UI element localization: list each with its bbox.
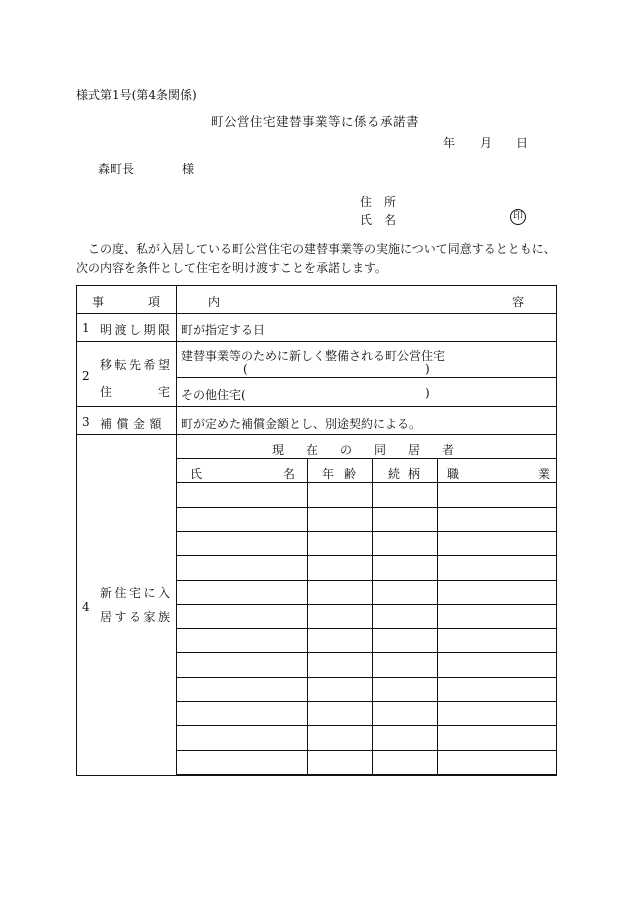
cohabitant-relation-cell[interactable]: [373, 581, 437, 604]
form-number: 様式第1号(第4条関係): [76, 88, 197, 102]
header-item-1: 事: [92, 295, 105, 309]
cohabitant-name-cell[interactable]: [177, 702, 307, 725]
cohabitant-name-cell[interactable]: [177, 508, 307, 531]
cohabitant-relation-cell[interactable]: [373, 702, 437, 725]
cohabitant-age-cell[interactable]: [308, 702, 372, 725]
name-label: 氏 名: [360, 213, 397, 227]
row2-option-2-close: ): [425, 386, 430, 400]
col-name-1: 氏: [190, 467, 203, 481]
row2-label-line2-a: 住: [100, 385, 113, 399]
cohabitant-age-cell[interactable]: [308, 532, 372, 555]
row3-number: 3: [82, 415, 90, 429]
row3-label: 補償金額: [100, 417, 167, 431]
cohabitant-relation-cell[interactable]: [373, 653, 437, 677]
intro-text: この度、私が入居している町公営住宅の建替事業等の実施について同意するとともに、 次の内容を条件として住宅を明け渡すことを承諾します。: [76, 242, 556, 275]
row2-label-line2-b: 宅: [158, 385, 171, 399]
cohabitant-occupation-cell[interactable]: [438, 532, 556, 555]
address-label: 住 所: [360, 195, 397, 209]
cohabitant-age-cell[interactable]: [308, 653, 372, 677]
seal-mark: 印: [510, 209, 526, 225]
col-occupation-2: 業: [538, 467, 551, 481]
row2-option-2: その他住宅(: [181, 388, 246, 402]
grid-line-h: [76, 285, 557, 286]
grid-line-h: [176, 377, 557, 378]
cohabitant-occupation-cell[interactable]: [438, 653, 556, 677]
cohabitant-relation-cell[interactable]: [373, 751, 437, 775]
cohabitant-occupation-cell[interactable]: [438, 751, 556, 775]
row2-label-line1: 移転先希望: [100, 358, 173, 372]
cohabitant-relation-cell[interactable]: [373, 678, 437, 701]
cohabitant-relation-cell[interactable]: [373, 556, 437, 580]
cohabitant-name-cell[interactable]: [177, 532, 307, 555]
cohabitant-age-cell[interactable]: [308, 581, 372, 604]
cohabitant-occupation-cell[interactable]: [438, 605, 556, 628]
grid-line-h: [76, 406, 557, 407]
row4-number: 4: [82, 600, 90, 614]
grid-line-h: [76, 434, 557, 435]
cohabitant-age-cell[interactable]: [308, 483, 372, 507]
grid-line-h: [176, 458, 557, 459]
cohabitant-age-cell[interactable]: [308, 751, 372, 775]
cohabitant-name-cell[interactable]: [177, 653, 307, 677]
cohabitant-relation-cell[interactable]: [373, 726, 437, 750]
cohabitant-relation-cell[interactable]: [373, 508, 437, 531]
row1-number: 1: [82, 321, 90, 335]
col-name-2: 名: [283, 467, 296, 481]
col-occupation-1: 職: [447, 467, 460, 481]
document-title: 町公営住宅建替事業等に係る承諾書: [210, 114, 419, 129]
cohabitant-age-cell[interactable]: [308, 605, 372, 628]
header-item-2: 項: [148, 295, 161, 309]
row3-content: 町が定めた補償金額とし、別途契約による。: [181, 417, 422, 431]
cohabitant-age-cell[interactable]: [308, 678, 372, 701]
cohabitant-name-cell[interactable]: [177, 581, 307, 604]
cohabitant-name-cell[interactable]: [177, 751, 307, 775]
cohabitant-occupation-cell[interactable]: [438, 581, 556, 604]
row2-option-1-open: (: [243, 362, 248, 376]
date-day-label: 日: [516, 136, 529, 150]
cohabitant-relation-cell[interactable]: [373, 532, 437, 555]
cohabitant-occupation-cell[interactable]: [438, 702, 556, 725]
cohabitant-age-cell[interactable]: [308, 508, 372, 531]
cohabitant-occupation-cell[interactable]: [438, 726, 556, 750]
cohabitant-age-cell[interactable]: [308, 629, 372, 652]
date-month-label: 月: [480, 136, 493, 150]
cohabitant-name-cell[interactable]: [177, 678, 307, 701]
addressee-honorific: 様: [182, 162, 195, 176]
cohabitant-name-cell[interactable]: [177, 726, 307, 750]
addressee: 森町長: [98, 162, 135, 176]
row1-content: 町が指定する日: [181, 323, 266, 337]
grid-line-v: [76, 285, 77, 776]
row2-option-1: 建替事業等のために新しく整備される町公営住宅: [181, 349, 446, 363]
cohabitant-name-cell[interactable]: [177, 605, 307, 628]
row1-label: 明渡し期限: [100, 323, 173, 337]
cohabitant-occupation-cell[interactable]: [438, 678, 556, 701]
header-content-1: 内: [208, 295, 221, 309]
cohabitant-relation-cell[interactable]: [373, 605, 437, 628]
cohabitant-occupation-cell[interactable]: [438, 629, 556, 652]
col-relation: 続柄: [388, 467, 429, 481]
grid-line-v: [556, 285, 557, 776]
row4-label-line2: 居する家族: [100, 610, 173, 624]
cohabitant-name-cell[interactable]: [177, 556, 307, 580]
col-age: 年齢: [322, 467, 367, 481]
date-year-label: 年: [443, 136, 456, 150]
cohabitants-header: 現在の同居者: [272, 443, 477, 457]
cohabitant-relation-cell[interactable]: [373, 629, 437, 652]
cohabitant-relation-cell[interactable]: [373, 483, 437, 507]
grid-line-h: [76, 341, 557, 342]
cohabitant-occupation-cell[interactable]: [438, 556, 556, 580]
row2-option-1-close: ): [425, 362, 430, 376]
cohabitant-occupation-cell[interactable]: [438, 483, 556, 507]
cohabitant-age-cell[interactable]: [308, 556, 372, 580]
grid-line-h: [76, 313, 557, 314]
grid-line-h: [76, 775, 557, 776]
header-content-2: 容: [512, 295, 525, 309]
cohabitant-age-cell[interactable]: [308, 726, 372, 750]
row4-label-line1: 新住宅に入: [100, 586, 173, 600]
cohabitant-name-cell[interactable]: [177, 483, 307, 507]
row2-number: 2: [82, 369, 90, 383]
cohabitant-name-cell[interactable]: [177, 629, 307, 652]
cohabitant-occupation-cell[interactable]: [438, 508, 556, 531]
